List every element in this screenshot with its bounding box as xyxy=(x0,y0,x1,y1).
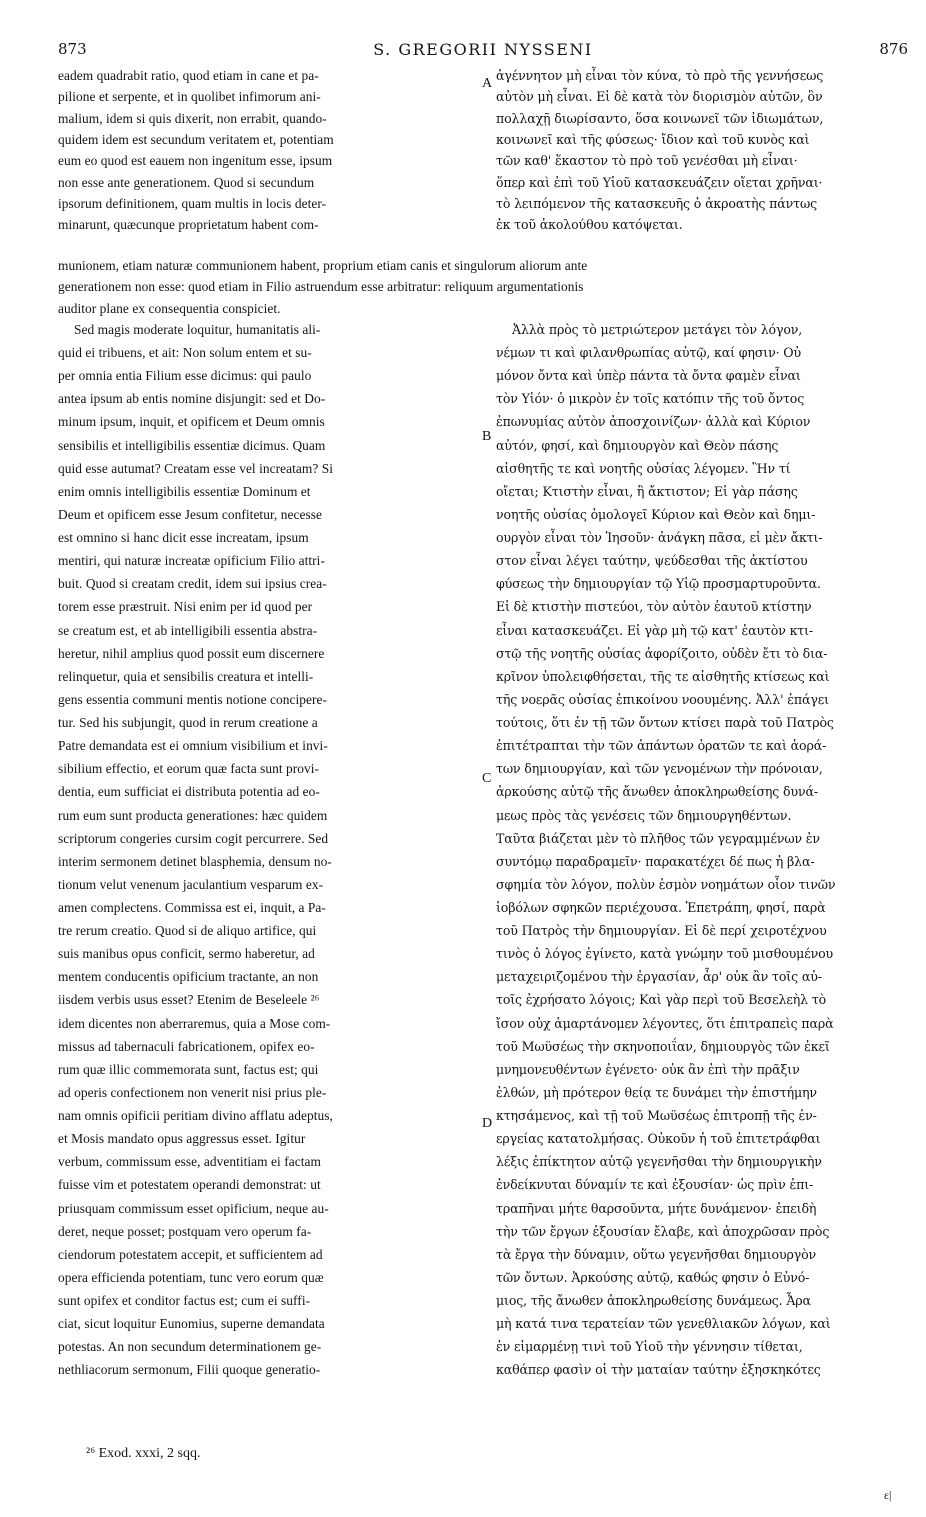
text-line: μόνον ὄντα καὶ ὑπὲρ πάντα τὰ ὄντα φαμὲν εἶναι xyxy=(496,368,801,384)
text-line: eum eo quod est eauem non ingenitum esse, ipsum xyxy=(58,153,333,169)
text-line: αὐτὸν μὴ εἶναι. Εἰ δὲ κατὰ τὸν διορισμὸν αὐτῶν, ὃν xyxy=(496,89,823,105)
text-line: potestas. An non secundum determinationem ge- xyxy=(58,1339,322,1355)
text-line: per omnia entia Filium esse dicimus: qui paulo xyxy=(58,368,312,384)
text-line: λέξις ἐπίκτητον αὐτῷ γεγενῆσθαι τὴν δημιουργικὴν xyxy=(496,1154,822,1170)
text-line: ἴσον οὐχ ἁμαρτάνομεν λέγοντες, ὅτι ἐπιτραπεὶς παρὰ xyxy=(496,1015,834,1031)
text-line: μὴ κατά τινα τερατείαν τῶν γενεθλιακῶν λόγων, καὶ xyxy=(496,1316,831,1332)
text-line: generationem non esse: quod etiam in Filio astruendum esse arbitratur: reliquum argumentationis xyxy=(58,279,584,295)
text-line: buit. Quod si creatam credit, idem sui ipsius crea- xyxy=(58,576,327,592)
text-line: rum eum sunt producta generationes: hæc quidem xyxy=(58,807,328,823)
text-line: ciendorum potestatem accepit, et sufficientem ad xyxy=(58,1246,323,1262)
section-marker-d: D xyxy=(482,1116,493,1131)
text-line: non esse ante generationem. Quod si secundum xyxy=(58,174,315,190)
text-line: Εἰ δὲ κτιστὴν πιστεύοι, τὸν αὐτὸν ἑαυτοῦ κτίστην xyxy=(496,599,812,615)
text-line: iisdem verbis usus esset? Etenim de Beseleele ²⁶ xyxy=(58,992,320,1008)
text-line: mentiri, qui naturæ increatæ opificium Filio attri- xyxy=(58,553,325,569)
text-line: τοῦ Πατρὸς τὴν δημιουργίαν. Εἰ δὲ περί χειροτέχνου xyxy=(496,923,827,939)
section-marker-a: A xyxy=(482,76,493,91)
text-line: Deum et opificem esse Jesum confitetur, necesse xyxy=(58,506,322,522)
text-line: τοῦ Μωϋσέως τὴν σκηνοποιΐαν, δημιουργὸς τῶν ἐκεῖ xyxy=(496,1038,830,1054)
text-line: ὅπερ καὶ ἐπὶ τοῦ Υἱοῦ κατασκευάζειν οἴεται χρῆναι· xyxy=(496,174,823,190)
page-number-left: 873 xyxy=(58,40,87,58)
text-line: rum quæ illic commemorata sunt, factus est; qui xyxy=(58,1061,319,1077)
text-line: dentia, eum sufficiat ei distributa potentia ad eo- xyxy=(58,784,320,800)
footnote: ²⁶ Exod. xxxi, 2 sqq. xyxy=(86,1446,201,1461)
text-line: τὸ λειπόμενον τῆς κατασκευῆς ὁ ἀκροατὴς πάντως xyxy=(496,195,817,211)
text-line: ἰοβόλων σφηκῶν περιέχουσα. Ἐπετράπη, φησί, παρὰ xyxy=(496,900,826,915)
text-line: sunt opifex et conditor factus est; cum ei suffi- xyxy=(58,1293,311,1309)
running-title: S. GREGORII NYSSENI xyxy=(373,40,593,59)
text-line: tre rerum creatio. Quod si de aliquo artifice, qui xyxy=(58,923,317,939)
page-header xyxy=(58,40,908,64)
text-line: οἴεται; Κτιστὴν εἶναι, ἢ ἄκτιστον; Εἰ γὰρ πάσης xyxy=(496,483,798,499)
text-line: τὸν Υἱόν· ὁ μικρὸν ἐν τοῖς κατόπιν τῆς τοῦ ὄντος xyxy=(496,391,805,407)
text-line: Ταῦτα βιάζεται μὲν τὸ πλῆθος τῶν γεγραμμένων ἐν xyxy=(496,830,820,846)
text-line: μεταχειριζομένου τὴν ἐργασίαν, ἆρ' οὐκ ἂν τοῖς αὐ- xyxy=(496,969,822,985)
text-line: minarunt, quæcunque proprietatum habent com- xyxy=(58,217,319,233)
text-line: Ἀλλὰ πρὸς τὸ μετριώτερον μετάγει τὸν λόγον, xyxy=(512,322,803,337)
text-line: heretur, nihil amplius quod possit eum discernere xyxy=(58,645,325,661)
text-line: τῶν ὄντων. Ἀρκούσης αὐτῷ, καθώς φησιν ὁ Εὐνό- xyxy=(496,1269,810,1285)
text-line: fuisse vim et potestatem operandi demonstrat: ut xyxy=(58,1177,321,1193)
text-line: priusquam commissum esset opificium, neque au- xyxy=(58,1200,329,1216)
text-line: ciat, sicut loquitur Eunomius, superne demandata xyxy=(58,1316,325,1332)
text-line: ἐκ τοῦ ἀκολούθου κατόψεται. xyxy=(496,217,683,233)
text-line: ἐπωνυμίας αὐτὸν ἀποσχοινίζων· ἀλλὰ καὶ Κύριον xyxy=(496,414,811,430)
text-line: τῶν καθ' ἕκαστον τὸ πρὸ τοῦ γενέσθαι μὴ εἶναι· xyxy=(496,153,798,169)
text-line: sensibilis et intelligibilis essentiæ dicimus. Quam xyxy=(58,437,326,453)
text-line: deret, neque posset; postquam vero operum fa- xyxy=(58,1223,312,1239)
text-line: est omnino si hanc dicit esse increatam, ipsum xyxy=(58,530,309,546)
text-line: scriptorum congeries cursim cogit percurrere. Sed xyxy=(58,830,329,846)
text-line: τινὸς ὁ λόγος ἐγίνετο, κατὰ γνώμην τοῦ μισθουμένου xyxy=(496,946,834,962)
text-line: Sed magis moderate loquitur, humanitatis ali- xyxy=(74,322,321,337)
text-line: καθάπερ φασὶν οἱ τὴν ματαίαν ταύτην ἐξησκηκότες xyxy=(496,1362,821,1378)
text-line: torem esse præstruit. Nisi enim per id quod per xyxy=(58,599,313,615)
text-line: antea ipsum ab entis nomine disjungit: sed et Do- xyxy=(58,391,326,407)
text-line: τραπῆναι μήτε θαρσοῦντα, μήτε δυνάμενον· ἐπειδὴ xyxy=(496,1200,817,1216)
text-line: enim omnis intelligibilis essentiæ Dominum et xyxy=(58,483,311,499)
text-line: missus ad tabernaculi fabricationem, opifex eo- xyxy=(58,1038,315,1054)
text-line: τοῖς ἐχρήσατο λόγοις; Καὶ γὰρ περὶ τοῦ Βεσελεὴλ τὸ xyxy=(496,992,827,1008)
text-line: malium, idem si quis dixerit, non errabit, quando- xyxy=(58,110,327,126)
text-line: mentem conducentis opificium tractante, an non xyxy=(58,969,319,985)
text-line: ἐπιτέτραπται τὴν τῶν ἁπάντων ὁρατῶν τε καὶ ἀορά- xyxy=(496,738,827,754)
section-marker-c: C xyxy=(482,771,492,786)
text-line: ουργὸν εἶναι τὸν Ἰησοῦν· ἀνάγκη πᾶσα, εἰ μὲν ἄκτι- xyxy=(496,530,823,546)
text-line: ad operis confectionem non venerit nisi prius ple- xyxy=(58,1084,327,1100)
text-line: μεως πρὸς τὰς γενέσεις τῶν δημιουργηθέντων. xyxy=(496,807,792,823)
text-line: ἀρκούσης αὐτῷ τῆς ἄνωθεν ἀποκληρωθείσης δυνά- xyxy=(496,784,818,800)
text-line: ἐνδείκνυται δύναμίν τε καὶ ἐξουσίαν· ὡς πρὶν ἐπι- xyxy=(496,1177,814,1193)
text-line: idem dicentes non aberraremus, quia a Mose com- xyxy=(58,1015,331,1031)
text-line: verbum, commissum esse, adventitiam ei factam xyxy=(58,1154,321,1170)
text-line: μιος, τῆς ἄνωθεν ἀποκληρωθείσης δυνάμεως. Ἆρα xyxy=(496,1293,811,1309)
text-line: quid esse autumat? Creatam esse vel increatam? Si xyxy=(58,460,333,476)
text-line: ἀγέννητον μὴ εἶναι τὸν κύνα, τὸ πρὸ τῆς γεννήσεως xyxy=(496,68,824,83)
text-line: munionem, etiam naturæ communionem habent, proprium etiam canis et singulorum aliorum ante xyxy=(58,258,588,273)
text-line: nam omnis opificii peritiam divino afflatu adeptus, xyxy=(58,1108,333,1124)
text-line: τῆς νοερᾶς οὐσίας ἐπικοίνου νοουμένης. Ἀλλ' ἐπάγει xyxy=(496,691,829,707)
text-line: εργείας κατατολμήσας. Οὐκοῦν ἡ τοῦ ἐπιτετράφθαι xyxy=(496,1131,821,1147)
text-line: amen complectens. Commissa est ei, inquit, a Pa- xyxy=(58,900,326,915)
text-line: αὐτόν, φησί, καὶ δημιουργὸν καὶ Θεὸν πάσης xyxy=(496,437,779,453)
text-line: στον εἶναι λέγει ταύτην, ψεύδεσθαι τῆς ἀκτίστου xyxy=(496,553,808,569)
text-line: τούτοις, ὅτι ἐν τῇ τῶν ὄντων κτίσει παρὰ τοῦ Πατρὸς xyxy=(496,715,834,731)
text-line: quid ei tribuens, et ait: Non solum entem et su- xyxy=(58,345,312,361)
text-line: αἰσθητῆς τε καὶ νοητῆς οὐσίας λέγομεν. Ἢν τί xyxy=(496,460,791,476)
section-marker-b: B xyxy=(482,429,492,444)
text-line: quidem idem est secundum veritatem et, potentiam xyxy=(58,131,334,147)
text-line: νοητῆς οὐσίας ὁμολογεῖ Κύριον καὶ Θεὸν καὶ δημι- xyxy=(496,506,816,522)
text-line: ipsorum definitionem, quam multis in locis deter- xyxy=(58,195,327,211)
text-line: πολλαχῇ διωρίσαντο, ὅσα κοινωνεῖ τῶν ἰδιωμάτων, xyxy=(496,110,824,126)
text-line: σφημία τὸν λόγον, πολὺν ἑσμὸν νοημάτων οἷον τινῶν xyxy=(496,876,836,892)
text-line: συντόμῳ παραδραμεῖν· παρακατέχει δέ πως ἡ βλα- xyxy=(496,853,815,869)
text-line: κτησάμενος, καὶ τῇ τοῦ Μωϋσέως ἐπιτροπῇ τῆς ἐν- xyxy=(496,1108,817,1124)
text-line: στῷ τῆς νοητῆς οὐσίας ἀφορίζοιτο, οὐδὲν ἔτι τὸ δια- xyxy=(496,645,828,661)
text-line: τὴν τῶν ἔργων ἐξουσίαν ἔλαβε, καὶ ἀποχρῶσαν πρὸς xyxy=(496,1223,830,1239)
text-line: Patre demandata est ei omnium visibilium et invi- xyxy=(58,738,328,754)
text-line: nethliacorum sermonum, Filii quoque generatio- xyxy=(58,1362,321,1378)
text-line: minum ipsum, inquit, et opificem et Deum omnis xyxy=(58,414,325,430)
page-number-right: 876 xyxy=(879,40,908,58)
text-line: se creatum est, et ab intelligibili essentia abstra- xyxy=(58,622,318,638)
text-line: tur. Sed his subjungit, quod in rerum creatione a xyxy=(58,715,318,731)
text-line: gens essentia communi mentis notione conciperе- xyxy=(58,691,327,707)
text-line: μνημονευθέντων ἐγένετο· οὐκ ἂν ἐπὶ τὴν πρᾶξιν xyxy=(496,1061,800,1077)
text-line: ἐλθών, μὴ πρότερον θείᾳ τε δυνάμει τὴν ἐπιστήμην xyxy=(496,1084,817,1100)
text-line: opera efficienda potentiam, tunc vero eorum quæ xyxy=(58,1269,324,1285)
text-line: interim sermonem detinet blasphemia, densum no- xyxy=(58,853,332,869)
text-line: των δημιουργίαν, καὶ τῶν γενομένων τὴν πρόνοιαν, xyxy=(496,761,823,777)
stray-mark: ε| xyxy=(884,1488,892,1502)
text-line: ἐν εἱμαρμένῃ τινὶ τοῦ Υἱοῦ τὴν γέννησιν τίθεται, xyxy=(496,1339,803,1355)
text-line: suis manibus opus conficit, sermo haberetur, ad xyxy=(58,946,315,962)
text-line: sibilium effectio, et eorum quæ facta sunt provi- xyxy=(58,761,320,777)
text-line: κρῖνον ὑπολειφθήσεται, τῆς τε αἰσθητῆς κτίσεως καὶ xyxy=(496,668,830,684)
text-line: νέμων τι καὶ φιλανθρωπίας αὐτῷ, καί φησιν· Οὐ xyxy=(496,345,801,361)
text-line: eadem quadrabit ratio, quod etiam in cane et pa- xyxy=(58,68,319,83)
text-line: εἶναι κατασκευάζει. Εἰ γὰρ μὴ τῷ κατ' ἑαυτὸν κτι- xyxy=(496,622,814,638)
text-line: relinquetur, quia et sensibilis creatura et intelli- xyxy=(58,668,314,684)
text-line: et Mosis mandato opus aggressus esset. Igitur xyxy=(58,1131,306,1147)
text-line: τὰ ἔργα τὴν δύναμιν, οὕτω γεγενῆσθαι δημιουργὸν xyxy=(496,1246,817,1262)
text-line: auditor plane ex consequentia conspiciet. xyxy=(58,300,281,316)
text-line: φύσεως τὴν δημιουργίαν τῷ Υἱῷ προσμαρτυροῦντα. xyxy=(496,576,821,592)
text-line: tionum velut venenum jaculantium vesparum ex- xyxy=(58,876,324,892)
text-line: pilione et serpente, et in quolibet infimorum ani- xyxy=(58,89,321,105)
text-line: κοινωνεῖ καὶ τῆς φύσεως· ἴδιον καὶ τοῦ κυνὸς καὶ xyxy=(496,131,810,147)
